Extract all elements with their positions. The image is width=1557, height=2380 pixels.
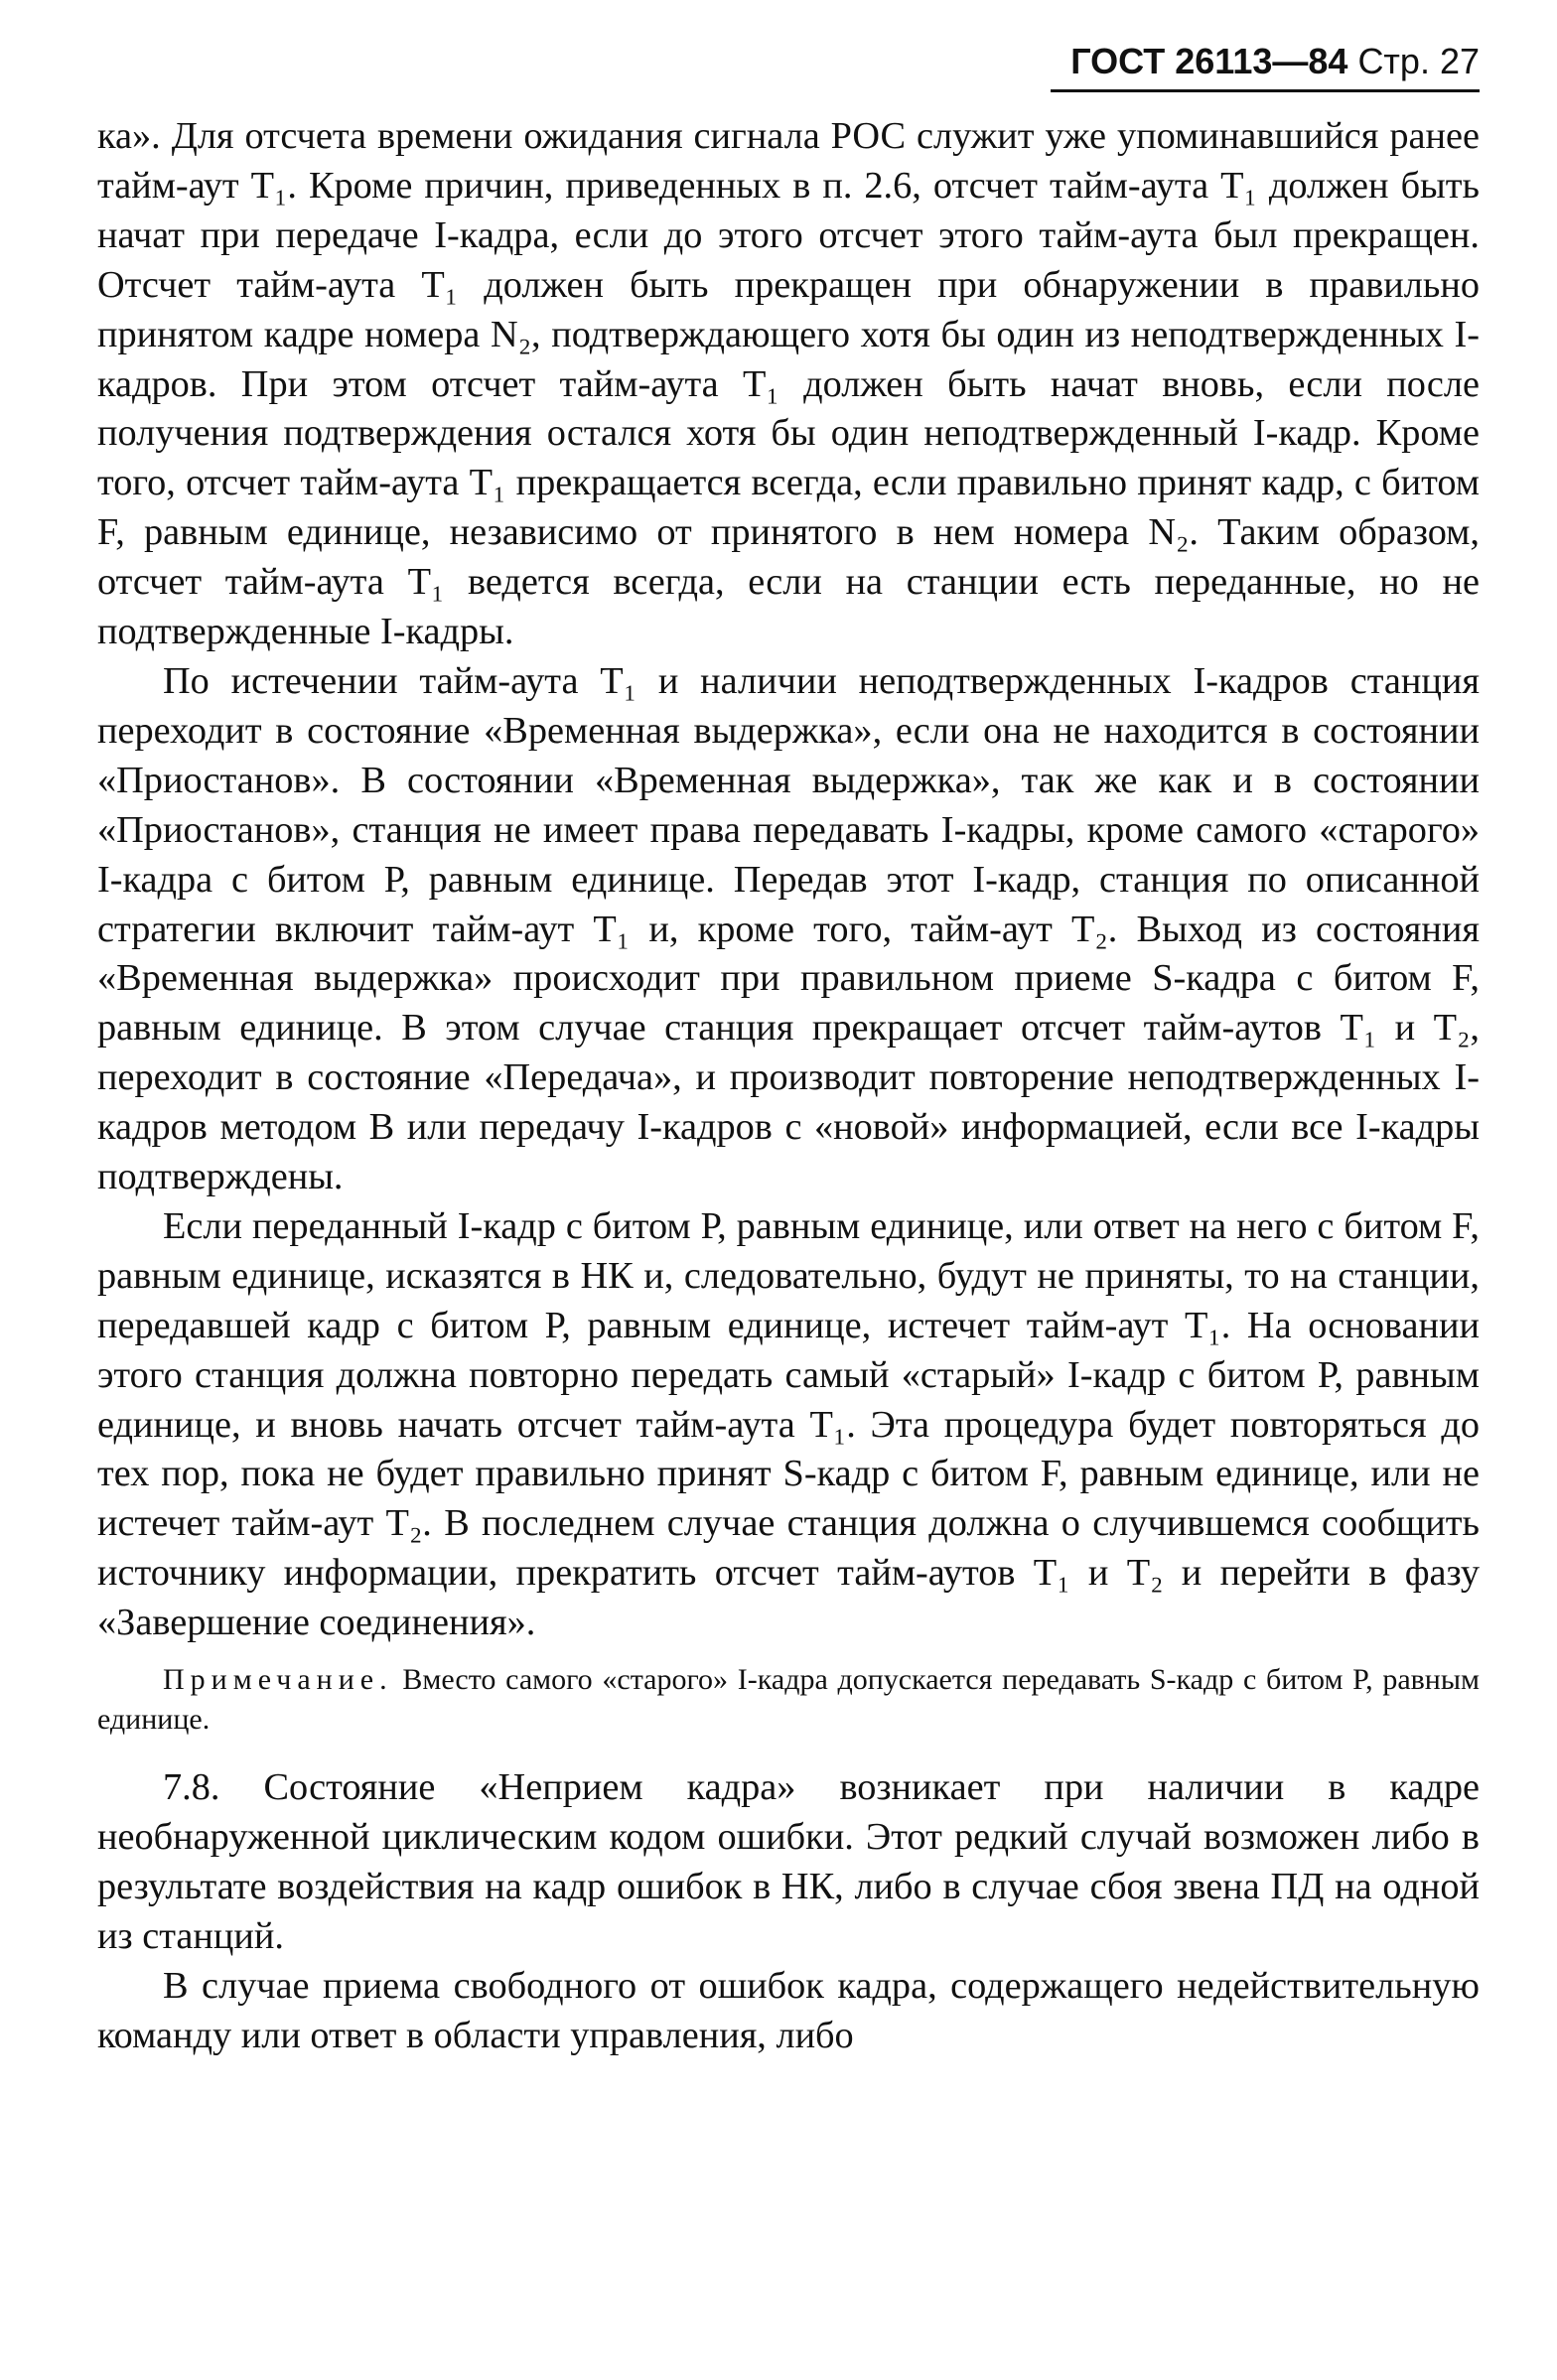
paragraph-invalid-command: В случае приема свободного от ошибок кадра, содержащего недействительную команду или ответ в области управления, либо	[97, 1964, 1480, 2056]
body-text-section-7-8	[97, 1763, 1480, 2060]
paragraph-timeout-expiry: По истечении тайм-аута Т₁ и наличии неподтвержденных I-кадров станция переходит в состояние «Временная выдержка», если она не находится в состоянии «Приостанов». В состоянии «Временная выдержка», так же как и в состоянии «Приостанов», станция не имеет права передавать I-кадры, кроме самого «старого» I-кадра с битом Р, равным единице. Передав этот I-кадр, станция по описанной стратегии включит тайм-аут Т₁ и, кроме того, тайм-аут Т₂. Выход из состояния «Временная выдержка» происходит при правильном приеме S-кадра с битом F, равным единице. В этом случае станция прекращает отсчет тайм-аутов Т₁ и Т₂, переходит в состояние «Передача», и производит повторение неподтвержденных I-кадров методом В или передачу I-кадров с «новой» информацией, если все I-кадры подтверждены.	[97, 659, 1480, 1198]
document-page	[97, 40, 1480, 2061]
note	[97, 1660, 1480, 1740]
note-text: Вместо самого «старого» I-кадра допускается передавать S-кадр с битом Р, равным единице.	[97, 1663, 1480, 1737]
body-text	[97, 112, 1480, 1648]
page-number: Стр. 27	[1357, 41, 1480, 81]
doc-code: ГОСТ 26113—84	[1070, 41, 1348, 81]
running-header	[1051, 40, 1480, 92]
paragraph-section-7-8: 7.8. Состояние «Неприем кадра» возникает при наличии в кадре необнаруженной циклическим кодом ошибки. Этот редкий случай возможен либо в результате воздействия на кадр ошибок в НК, либо в случае сбоя звена ПД на одной из станций.	[97, 1766, 1480, 1957]
paragraph-continuation: ка». Для отсчета времени ожидания сигнала РОС служит уже упоминавшийся ранее тайм-аут Т₁. Кроме причин, приведенных в п. 2.6, отсчет тайм-аута Т₁ должен быть начат при передаче I-кадра, если до этого отсчет этого тайм-аута был прекращен. Отсчет тайм-аута Т₁ должен быть прекращен при обнаружении в правильно принятом кадре номера N₂, подтверждающего хотя бы один из неподтвержденных I-кадров. При этом отсчет тайм-аута Т₁ должен быть начат вновь, если после получения подтверждения остался хотя бы один неподтвержденный I-кадр. Кроме того, отсчет тайм-аута Т₁ прекращается всегда, если правильно принят кадр, с битом F, равным единице, независимо от принятого в нем номера N₂. Таким образом, отсчет тайм-аута Т₁ ведется всегда, если на станции есть переданные, но не подтвержденные I-кадры.	[97, 115, 1480, 653]
paragraph-distorted-frame: Если переданный I-кадр с битом Р, равным единице, или ответ на него с битом F, равным единице, исказятся в НК и, следовательно, будут не приняты, то на станции, передавшей кадр с битом Р, равным единице, истечет тайм-аут Т₁. На основании этого станция должна повторно передать самый «старый» I-кадр с битом Р, равным единице, и вновь начать отсчет тайм-аута Т₁. Эта процедура будет повторяться до тех пор, пока не будет правильно принят S-кадр с битом F, равным единице, или не истечет тайм-аут Т₂. В последнем случае станция должна о случившемся сообщить источнику информации, прекратить отсчет тайм-аутов Т₁ и Т₂ и перейти в фазу «Завершение соединения».	[97, 1204, 1480, 1644]
note-label: Примечание.	[163, 1663, 393, 1697]
